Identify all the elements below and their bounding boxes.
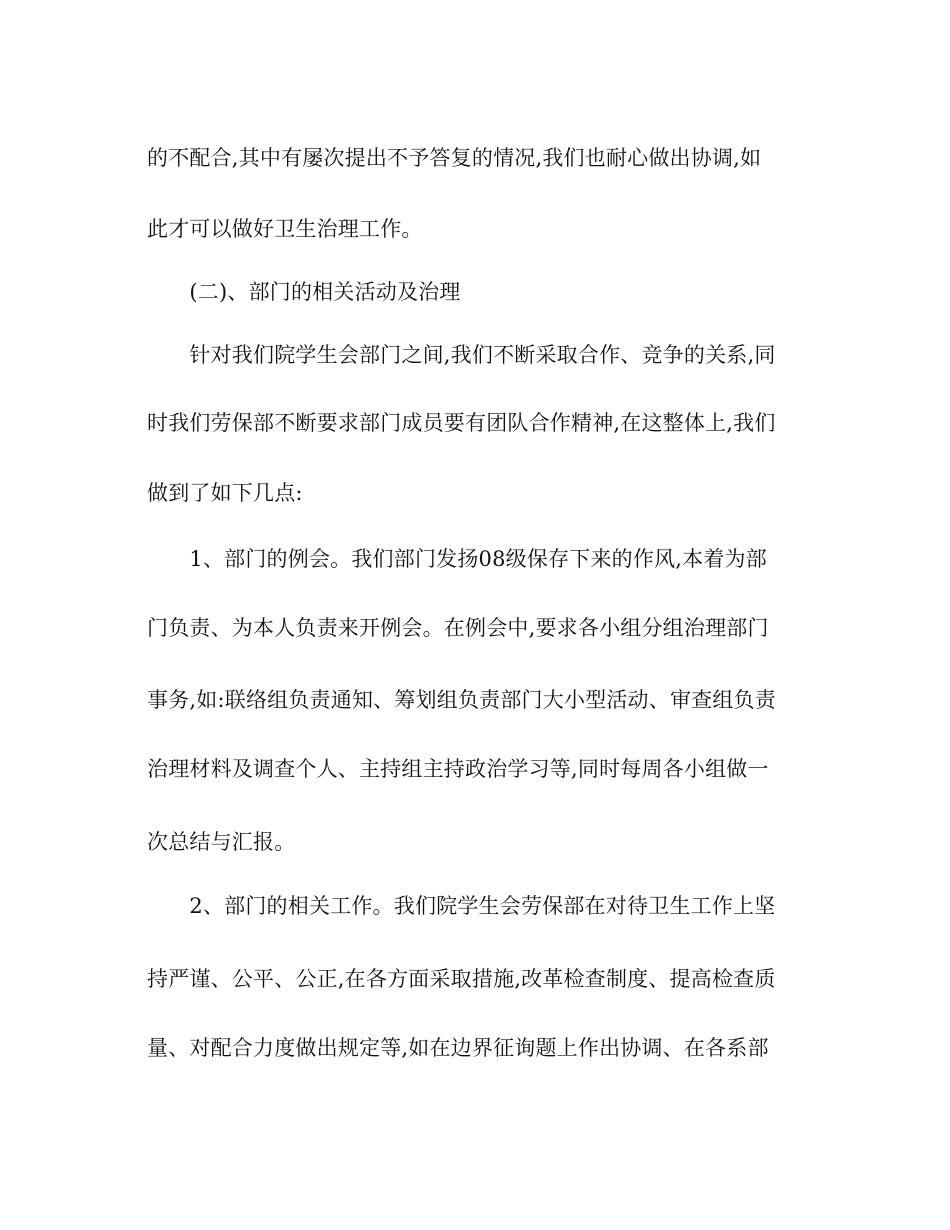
list-item-heading: 2、部门的相关工作。我们院学生会劳保部在对待卫生工作上坚 — [147, 894, 776, 918]
text-line: 此才可以做好卫生治理工作。 — [147, 217, 423, 241]
text-line: 治理材料及调查个人、主持组主持政治学习等,同时每周各小组做一 — [147, 757, 769, 781]
list-item-heading: 1、部门的例会。我们部门发扬08级保存下来的作风,本着为部 — [147, 547, 767, 571]
text-line: 针对我们院学生会部门之间,我们不断采取合作、竞争的关系,同 — [147, 343, 776, 367]
text-line: 持严谨、公平、公正,在各方面采取措施,改革检查制度、提高检查质 — [147, 967, 776, 991]
text-line: 次总结与汇报。 — [147, 830, 296, 854]
text-line: 时我们劳保部不断要求部门成员要有团队合作精神,在这整体上,我们 — [147, 411, 776, 435]
text-line: 量、对配合力度做出规定等,如在边界征询题上作出协调、在各系部 — [147, 1036, 769, 1060]
text-line: 的不配合,其中有屡次提出不予答复的情况,我们也耐心做出协调,如 — [147, 146, 762, 170]
text-line: 门负责、为本人负责来开例会。在例会中,要求各小组分组治理部门 — [147, 616, 769, 640]
text-line: 事务,如:联络组负责通知、筹划组负责部门大小型活动、审查组负责 — [147, 688, 776, 712]
text-line: 做到了如下几点: — [147, 481, 303, 505]
section-heading: (二)、部门的相关活动及治理 — [147, 280, 461, 304]
